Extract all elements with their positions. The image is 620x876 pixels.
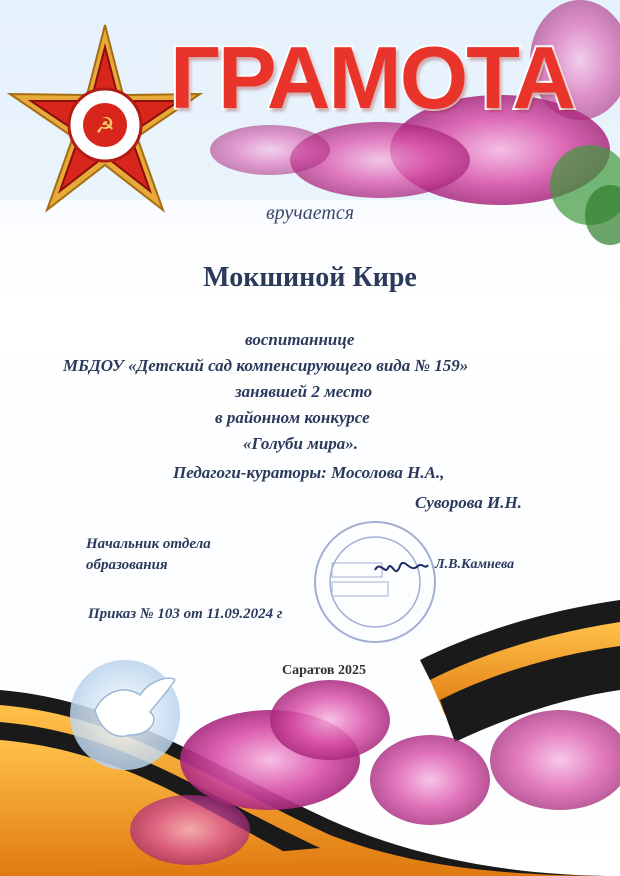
curators-line-1: Педагоги-кураторы: Мосолова Н.А.,: [173, 463, 445, 482]
dove-emblem: [70, 660, 180, 770]
body-line-5: «Голуби мира».: [243, 434, 359, 453]
signatory-position-line-1: Начальник отдела: [86, 536, 211, 552]
body-line-4: в районном конкурсе: [215, 408, 370, 427]
bottom-lilac-cluster: [130, 680, 620, 865]
recipient-name: Мокшиной Кире: [203, 262, 417, 293]
signatory-name: Л.В.Камнева: [435, 557, 515, 572]
certificate-title: ГРАМОТА: [170, 28, 574, 127]
body-line-2: МБДОУ «Детский сад компенсирующего вида № 159»: [63, 356, 469, 375]
presented-text: вручается: [265, 202, 355, 224]
body-line-1: воспитаннице: [245, 330, 355, 349]
curators-line-2: Суворова И.Н.: [415, 493, 522, 512]
signatory-position-line-2: образования: [86, 557, 168, 573]
body-line-3: занявшей 2 место: [235, 382, 373, 401]
handwritten-signature: [375, 563, 428, 571]
order-reference: Приказ № 103 от 11.09.2024 г: [88, 606, 283, 622]
city-year: Саратов 2025: [282, 663, 366, 678]
svg-text:☭: ☭: [95, 114, 115, 139]
official-stamp: [315, 522, 435, 642]
